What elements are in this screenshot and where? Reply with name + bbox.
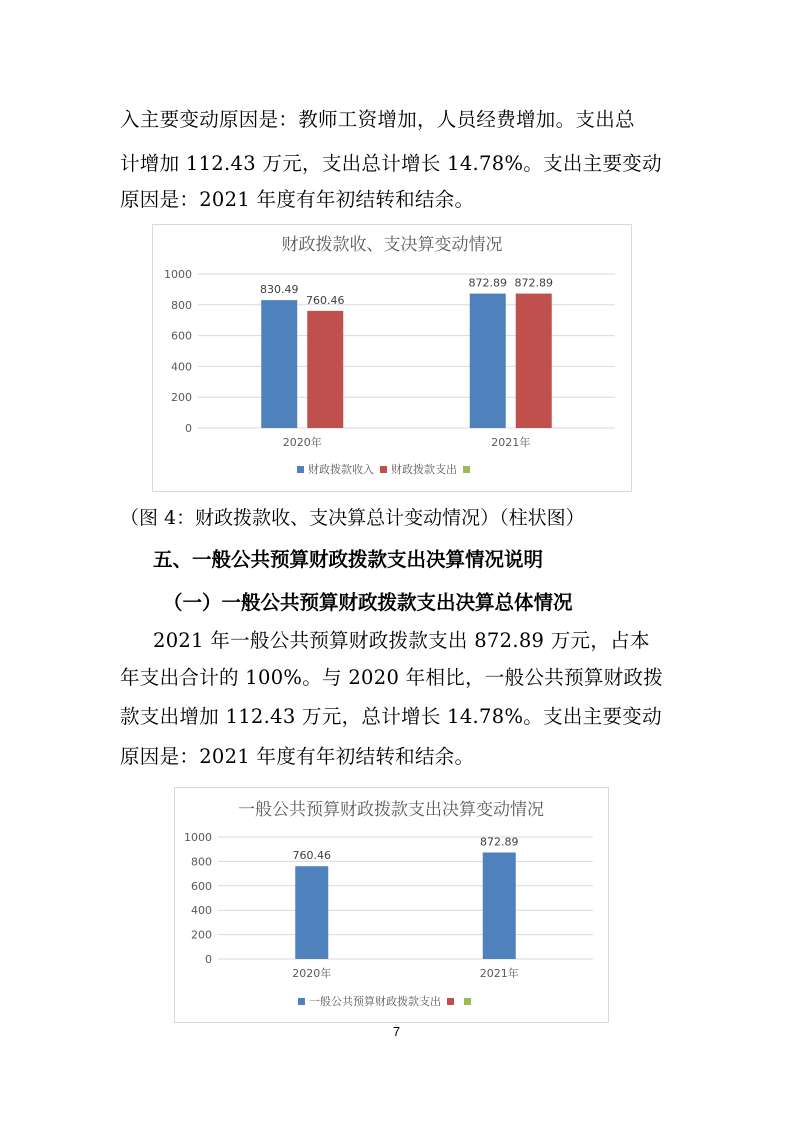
chart-1 <box>153 225 631 491</box>
chart-1-title: 财政拨款收、支决算变动情况 <box>281 235 503 255</box>
data-label: 760.46 <box>306 293 345 307</box>
y-tick-label: 600 <box>171 329 192 343</box>
chart-1-container <box>152 224 632 492</box>
paragraph-line: 款支出增加 112.43 万元，总计增长 14.78%。支出主要变动 <box>120 705 662 728</box>
bar <box>470 294 506 428</box>
data-label: 830.49 <box>260 283 299 297</box>
paragraph-line: 原因是：2021 年度有年初结转和结余。 <box>120 745 475 768</box>
y-tick-label: 1000 <box>184 831 212 844</box>
section-heading: 五、一般公共预算财政拨款支出决算情况说明 <box>153 548 544 571</box>
legend-swatch <box>464 998 471 1005</box>
legend-swatch <box>298 998 305 1005</box>
bar <box>307 311 343 428</box>
figure-caption: （图 4：财政拨款收、支决算总计变动情况）（柱状图） <box>120 507 585 529</box>
bar <box>261 300 297 428</box>
bar <box>483 853 516 959</box>
legend-swatch <box>297 466 304 473</box>
x-tick-label: 2021年 <box>479 967 519 980</box>
bar <box>516 294 552 428</box>
legend-label: 一般公共预算财政拨款支出 <box>309 995 441 1008</box>
chart-2-container <box>174 787 609 1023</box>
legend-swatch <box>463 466 470 473</box>
legend-swatch <box>380 466 387 473</box>
data-label: 872.89 <box>480 835 519 849</box>
paragraph-line: 原因是：2021 年度有年初结转和结余。 <box>120 188 475 211</box>
data-label: 760.46 <box>292 849 331 863</box>
paragraph-line: 入主要变动原因是：教师工资增加，人员经费增加。支出总 <box>120 108 635 131</box>
y-tick-label: 600 <box>191 879 212 893</box>
data-label: 872.89 <box>514 276 553 290</box>
bar <box>295 866 328 959</box>
chart-2-title: 一般公共预算财政拨款支出决算变动情况 <box>238 800 544 820</box>
paragraph-line: 年支出合计的 100%。与 2020 年相比，一般公共预算财政拨 <box>120 666 664 689</box>
y-tick-label: 200 <box>171 391 192 405</box>
y-tick-label: 0 <box>205 953 212 966</box>
y-tick-label: 800 <box>191 855 212 869</box>
x-tick-label: 2021年 <box>491 436 531 449</box>
legend-label: 财政拨款收入 <box>308 463 374 476</box>
chart-2 <box>175 788 608 1022</box>
y-tick-label: 400 <box>171 360 192 374</box>
paragraph-line: 计增加 112.43 万元，支出总计增长 14.78%。支出主要变动 <box>120 152 662 175</box>
paragraph-line: 2021 年一般公共预算财政拨款支出 872.89 万元，占本 <box>153 629 650 652</box>
legend-label: 财政拨款支出 <box>391 463 457 476</box>
legend-swatch <box>447 998 454 1005</box>
y-tick-label: 0 <box>185 422 192 435</box>
y-tick-label: 1000 <box>164 268 192 281</box>
page-number: 7 <box>392 1024 401 1039</box>
y-tick-label: 800 <box>171 298 192 312</box>
x-tick-label: 2020年 <box>292 967 332 980</box>
subsection-heading: （一）一般公共预算财政拨款支出决算总体情况 <box>163 591 573 614</box>
data-label: 872.89 <box>468 276 507 290</box>
y-tick-label: 400 <box>191 904 212 918</box>
y-tick-label: 200 <box>191 928 212 942</box>
x-tick-label: 2020年 <box>282 436 322 449</box>
